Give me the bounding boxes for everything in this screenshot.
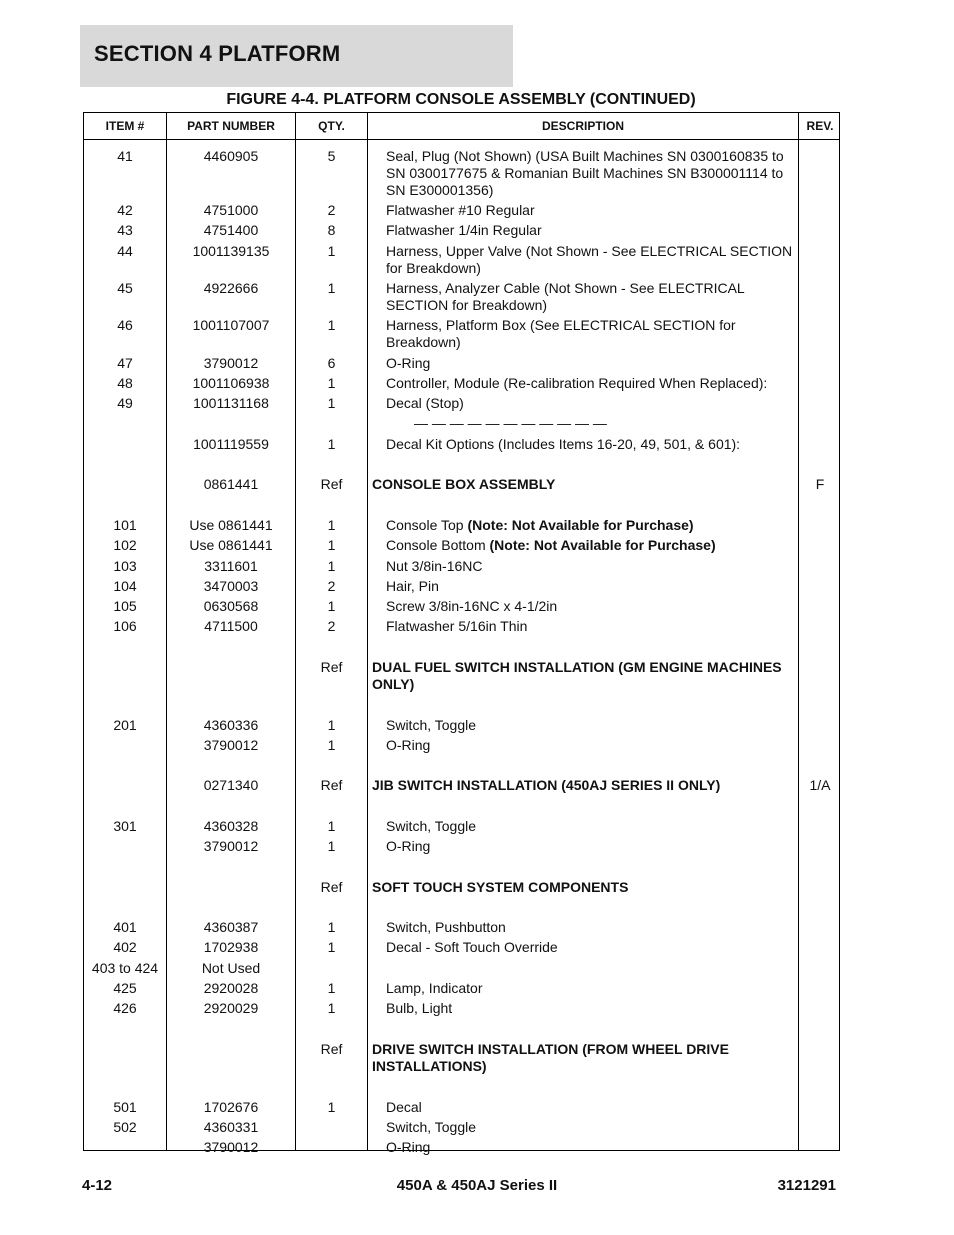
section-header-band [80,25,513,87]
part-number: 2920028 [203,980,259,996]
description [386,436,798,453]
description-text: DRIVE SWITCH INSTALLATION (FROM WHEEL DRIVE INSTALLATIONS) [372,1041,729,1074]
description-text: O-Ring [386,838,431,854]
description [372,476,802,493]
item-number: 106 [113,618,137,634]
description [386,737,798,754]
part-number: 0630568 [203,598,259,614]
description-text: Nut 3/8in-16NC [386,558,483,574]
quantity: 1 [327,980,336,996]
description-text: Decal [386,1099,422,1115]
description [386,980,798,997]
part-number: 1001107007 [192,317,270,333]
description [386,558,798,575]
item-number: 47 [117,355,133,371]
quantity: 2 [327,578,336,594]
description [386,355,798,372]
quantity: 1 [327,558,336,574]
part-number: 4711500 [204,618,258,634]
item-number: 105 [113,598,137,614]
item-number: 48 [117,375,133,391]
description-text: Harness, Upper Valve (Not Shown - See ELECTRICAL SECTION for Breakdown) [386,243,793,276]
part-number: 0271340 [203,777,259,793]
item-number: 301 [113,818,137,834]
description-text: O-Ring [386,737,431,753]
quantity: 1 [327,317,336,333]
item-number: 43 [117,222,133,238]
description [386,919,798,936]
item-number: 401 [113,919,137,935]
description [386,317,798,351]
item-number: 42 [117,202,133,218]
quantity: 1 [327,818,336,834]
description [386,517,798,534]
description-text: Switch, Toggle [386,717,477,733]
description [386,222,798,239]
description-text: Flatwasher 1/4in Regular [386,222,542,238]
quantity: 1 [327,838,336,854]
description [372,879,802,896]
description [386,1099,798,1116]
item-number: 103 [113,558,137,574]
description-text: Console Top [386,517,468,533]
item-number: 44 [117,243,133,259]
description-text: Flatwasher #10 Regular [386,202,535,218]
section-title: SECTION 4 PLATFORM [94,41,341,66]
quantity: 1 [327,436,336,452]
model-name: 450A & 450AJ Series II [396,1177,558,1194]
part-number: 3790012 [203,838,259,854]
quantity: 1 [327,280,336,296]
description-text: — — — — — — — — — — — [414,415,607,431]
document-number: 3121291 [777,1177,836,1194]
quantity: Ref [320,476,343,492]
part-number: 4360328 [203,818,259,834]
description-text: DUAL FUEL SWITCH INSTALLATION (GM ENGINE MACHINES ONLY) [372,659,782,692]
description [386,243,798,277]
description [386,598,798,615]
description [372,659,802,693]
description-text: O-Ring [386,1139,431,1155]
description-text: Harness, Platform Box (See ELECTRICAL SECTION for Breakdown) [386,317,736,350]
description [386,578,798,595]
quantity: 1 [327,737,336,753]
description-text: CONSOLE BOX ASSEMBLY [372,476,556,492]
item-number: 41 [117,148,133,164]
quantity: 1 [327,395,336,411]
quantity: 2 [327,618,336,634]
description-text: O-Ring [386,355,431,371]
item-number: 101 [113,517,137,533]
column-header-rev: REV. [806,119,834,133]
quantity: 1 [327,537,336,553]
item-number: 403 to 424 [91,960,159,976]
column-divider [798,113,799,1150]
part-number: Use 0861441 [189,537,273,553]
revision: F [815,476,825,492]
column-header-description: DESCRIPTION [541,119,624,133]
part-number: 3790012 [203,737,259,753]
part-number: 1001119559 [193,436,269,452]
part-number: 3790012 [203,1139,259,1155]
description [386,280,798,314]
description-note: (Note: Not Available for Purchase) [467,517,694,533]
quantity: Ref [320,1041,343,1057]
description [386,618,798,635]
description [386,395,798,412]
part-number: 4751000 [203,202,259,218]
part-number: 1001139135 [192,243,270,259]
part-number: 4460905 [203,148,259,164]
description [386,1000,798,1017]
description-text: Lamp, Indicator [386,980,483,996]
description [372,777,802,794]
figure-title: FIGURE 4-4. PLATFORM CONSOLE ASSEMBLY (CONTINUED) [226,91,696,108]
item-number: 104 [113,578,137,594]
quantity: 1 [327,919,336,935]
description-text: Decal - Soft Touch Override [386,939,558,955]
description-text: Seal, Plug (Not Shown) (USA Built Machines SN 0300160835 to SN 0300177675 & Romanian Built Machines SN B300001114 to SN E300001356) [386,148,784,198]
column-header-qty: QTY. [318,119,345,133]
description-text: SOFT TOUCH SYSTEM COMPONENTS [372,879,629,895]
part-number: 3470003 [203,578,259,594]
quantity: Ref [320,777,343,793]
part-number: Not Used [201,960,261,976]
item-number: 502 [113,1119,137,1135]
column-header-item: ITEM # [105,119,145,133]
description [386,1139,798,1156]
quantity: 8 [327,222,336,238]
quantity: 1 [327,517,336,533]
part-number: 1702938 [203,939,259,955]
description-text: Decal (Stop) [386,395,464,411]
part-number: 4922666 [203,280,259,296]
part-number: Use 0861441 [189,517,273,533]
item-number: 102 [113,537,137,553]
item-number: 501 [113,1099,137,1115]
description [386,818,798,835]
revision: 1/A [809,777,831,793]
part-number: 2920029 [203,1000,259,1016]
part-number: 3790012 [203,355,259,371]
quantity: 6 [327,355,336,371]
quantity: 5 [327,148,336,164]
description [386,1119,798,1136]
part-number: 1702676 [203,1099,259,1115]
quantity: Ref [320,659,343,675]
description-text: Bulb, Light [386,1000,453,1016]
item-number: 46 [117,317,133,333]
quantity: 1 [327,939,336,955]
description [386,939,798,956]
part-number: 4360387 [203,919,259,935]
quantity: 1 [327,375,336,391]
description [414,415,826,432]
description [386,838,798,855]
column-divider [367,113,368,1150]
quantity: 1 [327,717,336,733]
quantity: 2 [327,202,336,218]
description-text: Console Bottom [386,537,490,553]
description [386,148,798,199]
header-divider [84,139,839,140]
quantity: 1 [327,598,336,614]
description-note: (Note: Not Available for Purchase) [489,537,716,553]
description [372,1041,802,1075]
item-number: 201 [113,717,137,733]
part-number: 3311601 [204,558,258,574]
description-text: Harness, Analyzer Cable (Not Shown - See ELECTRICAL SECTION for Breakdown) [386,280,745,313]
part-number: 4360336 [203,717,259,733]
description [386,202,798,219]
description-text: JIB SWITCH INSTALLATION (450AJ SERIES II ONLY) [372,777,721,793]
description-text: Switch, Toggle [386,1119,477,1135]
description [386,375,798,392]
description-text: Flatwasher 5/16in Thin [386,618,528,634]
part-number: 0861441 [203,476,259,492]
description-text: Hair, Pin [386,578,439,594]
part-number: 4360331 [203,1119,259,1135]
part-number: 1001131168 [193,395,269,411]
quantity: 1 [327,243,336,259]
description-text: Controller, Module (Re-calibration Required When Replaced): [386,375,768,391]
page-number: 4-12 [82,1177,113,1194]
part-number: 1001106938 [192,375,270,391]
description [386,537,798,554]
part-number: 4751400 [203,222,259,238]
quantity: 1 [327,1000,336,1016]
item-number: 49 [117,395,133,411]
description-text: Screw 3/8in-16NC x 4-1/2in [386,598,558,614]
item-number: 426 [113,1000,137,1016]
item-number: 425 [113,980,137,996]
item-number: 45 [117,280,133,296]
quantity: 1 [327,1099,336,1115]
parts-table [83,112,840,1155]
quantity: Ref [320,879,343,895]
column-header-part-number: PART NUMBER [187,119,275,133]
description-text: Switch, Toggle [386,818,477,834]
description [386,717,798,734]
item-number: 402 [113,939,137,955]
description-text: Decal Kit Options (Includes Items 16-20, 49, 501, & 601): [386,436,741,452]
description-text: Switch, Pushbutton [386,919,506,935]
